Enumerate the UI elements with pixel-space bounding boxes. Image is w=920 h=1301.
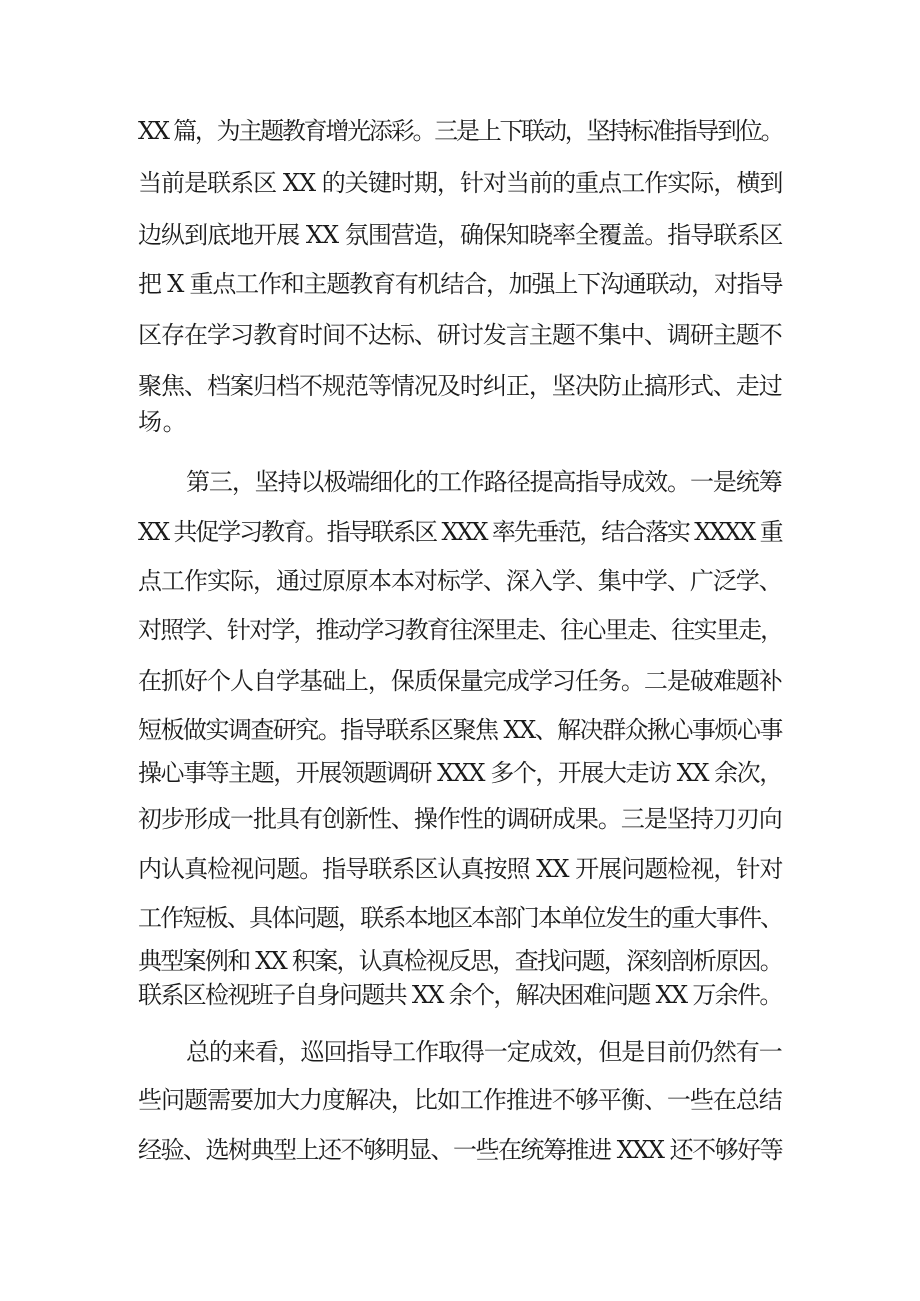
text-line: 场。 [138,408,188,436]
text-line: 操心事等主题，开展领题调研 XXX 多个，开展大走访 XX 余次， [138,759,782,787]
text-line: 些问题需要加大力度解决，比如工作推进不够平衡、一些在总结 [138,1086,782,1114]
text-line: 经验、选树典型上还不够明显、一些在统筹推进 XXX 还不够好等 [138,1136,783,1164]
text-line: XX 篇，为主题教育增光添彩。三是上下联动，坚持标准指导到位。 [138,117,783,145]
text-line: XX 共促学习教育。指导联系区 XXX 率先垂范，结合落实 XXXX 重 [138,518,782,546]
text-line: 在抓好个人自学基础上，保质保量完成学习任务。二是破难题补 [138,667,782,695]
text-line: 对照学、针对学，推动学习教育往深里走、往心里走、往实里走， [138,616,783,644]
text-line: 联系区检视班子自身问题共 XX 余个，解决困难问题 XX 万余件。 [138,981,782,1009]
text-line: 当前是联系区 XX 的关键时期，针对当前的重点工作实际，横到 [138,169,783,197]
text-line: 点工作实际，通过原原本本对标学、深入学、集中学、广泛学、 [138,567,782,595]
text-line: 把 X 重点工作和主题教育有机结合，加强上下沟通联动，对指导 [138,270,783,298]
paragraph-start-line: 第三，坚持以极端细化的工作路径提高指导成效。一是统筹 [186,468,782,496]
text-line: 内认真检视问题。指导联系区认真按照 XX 开展问题检视，针对 [138,855,783,883]
text-line: 边纵到底地开展 XX 氛围营造，确保知晓率全覆盖。指导联系区 [138,221,783,249]
text-line: 聚焦、档案归档不规范等情况及时纠正，坚决防止搞形式、走过 [138,372,782,400]
text-line: 典型案例和 XX 积案，认真检视反思，查找问题，深刻剖析原因。 [138,947,783,975]
text-line: 短板做实调查研究。指导联系区聚焦 XX、解决群众揪心事烦心事 [138,716,782,744]
text-line: 初步形成一批具有创新性、操作性的调研成果。三是坚持刀刃向 [138,805,782,833]
text-line: 工作短板、具体问题，联系本地区本部门本单位发生的重大事件、 [138,904,783,932]
text-line: 区存在学习教育时间不达标、研讨发言主题不集中、调研主题不 [138,321,782,349]
paragraph-start-line: 总的来看，巡回指导工作取得一定成效，但是目前仍然有一 [186,1038,782,1066]
